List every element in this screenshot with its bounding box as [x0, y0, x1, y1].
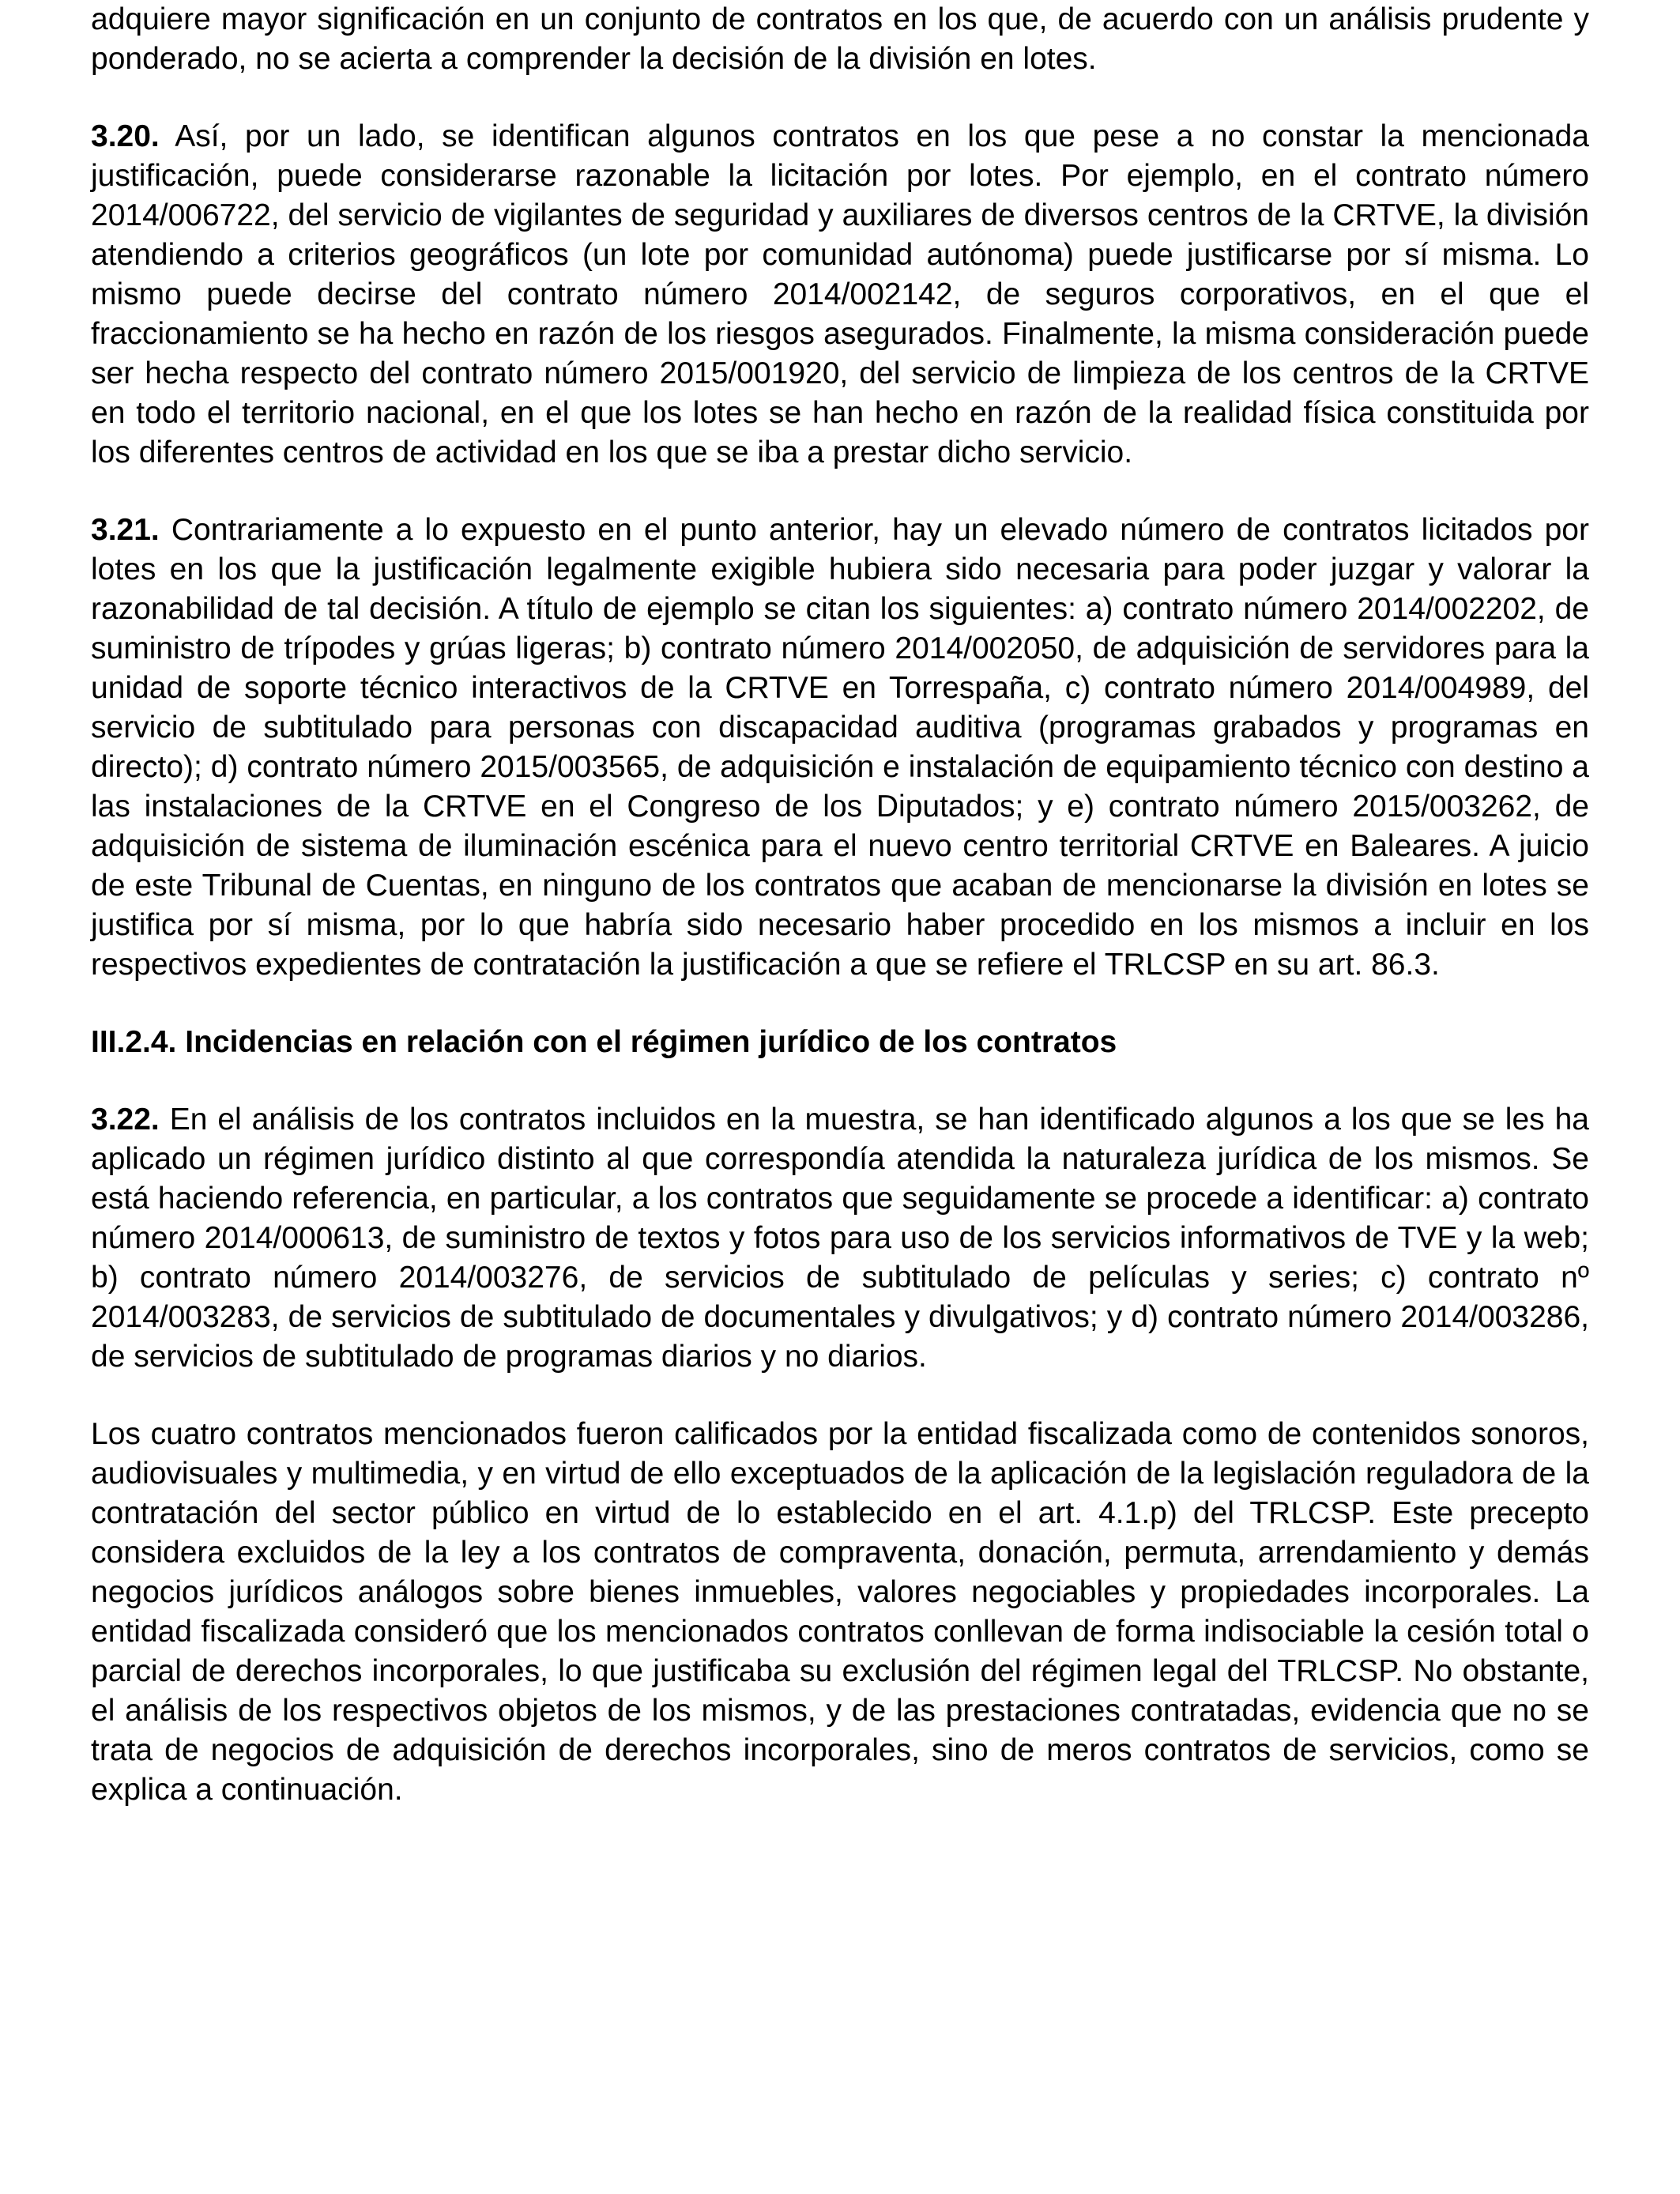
paragraph-gap [91, 1062, 1589, 1100]
paragraph-gap [91, 79, 1589, 117]
paragraph-text: Contrariamente a lo expuesto en el punto anterior, hay un elevado número de contratos licitados por lotes en los que la justificación legalmente exigible hubiera sido necesaria para poder juzgar y valorar la razonabilidad de tal decisión. A título de ejemplo se citan los siguientes: a) contrato número 2014/002202, de suministro de trípodes y grúas ligeras; b) contrato número 2014/002050, de adquisición de servidores para la unidad de soporte técnico interactivos de la CRTVE en Torrespaña, c) contrato número 2014/004989, del servicio de subtitulado para personas con discapacidad auditiva (programas grabados y programas en directo); d) contrato número 2015/003565, de adquisición e instalación de equipamiento técnico con destino a las instalaciones de la CRTVE en el Congreso de los Diputados; y e) contrato número 2015/003262, de adquisición de sistema de iluminación escénica para el nuevo centro territorial CRTVE en Baleares. A juicio de este Tribunal de Cuentas, en ninguno de los contratos que acaban de mencionarse la división en lotes se justifica por sí misma, por lo que habría sido necesario haber procedido en los mismos a incluir en los respectivos expedientes de contratación la justificación a que se refiere el TRLCSP en su art. 86.3. [91, 513, 1589, 982]
paragraph-number: 3.21. [91, 513, 160, 547]
paragraph-3-22 [91, 1100, 1589, 1377]
paragraph-text: Así, por un lado, se identifican algunos contratos en los que pese a no constar la mencionada justificación, puede considerarse razonable la licitación por lotes. Por ejemplo, en el contrato número 2014/006722, del servicio de vigilantes de seguridad y auxiliares de diversos centros de la CRTVE, la división atendiendo a criterios geográficos (un lote por comunidad autónoma) puede justificarse por sí misma. Lo mismo puede decirse del contrato número 2014/002142, de seguros corporativos, en el que el fraccionamiento se ha hecho en razón de los riesgos asegurados. Finalmente, la misma consideración puede ser hecha respecto del contrato número 2015/001920, del servicio de limpieza de los centros de la CRTVE en todo el territorio nacional, en el que los lotes se han hecho en razón de la realidad física constituida por los diferentes centros de actividad en los que se iba a prestar dicho servicio. [91, 119, 1589, 469]
paragraph-cuatro-contratos: Los cuatro contratos mencionados fueron calificados por la entidad fiscalizada como de contenidos sonoros, audiovisuales y multimedia, y en virtud de ello exceptuados de la aplicación de la legislación reguladora de la contratación del sector público en virtud de lo establecido en el art. 4.1.p) del TRLCSP. Este precepto considera excluidos de la ley a los contratos de compraventa, donación, permuta, arrendamiento y demás negocios jurídicos análogos sobre bienes inmuebles, valores negociables y propiedades incorporales. La entidad fiscalizada consideró que los mencionados contratos conllevan de forma indisociable la cesión total o parcial de derechos incorporales, lo que justificaba su exclusión del régimen legal del TRLCSP. No obstante, el análisis de los respectivos objetos de los mismos, y de las prestaciones contratadas, evidencia que no se trata de negocios de adquisición de derechos incorporales, sino de meros contratos de servicios, como se explica a continuación. [91, 1417, 1589, 1807]
document-page [91, 0, 1589, 1810]
paragraph-3-21 [91, 511, 1589, 985]
paragraph-number: 3.22. [91, 1103, 160, 1137]
paragraph-3-20 [91, 117, 1589, 473]
paragraph-text: En el análisis de los contratos incluidos en la muestra, se han identificado algunos a los que se les ha aplicado un régimen jurídico distinto al que correspondía atendida la naturaleza jurídica de los mismos. Se está haciendo referencia, en particular, a los contratos que seguidamente se procede a identificar: a) contrato número 2014/000613, de suministro de textos y fotos para uso de los servicios informativos de TVE y la web; b) contrato número 2014/003276, de servicios de subtitulado de películas y series; c) contrato nº 2014/003283, de servicios de subtitulado de documentales y divulgativos; y d) contrato número 2014/003286, de servicios de subtitulado de programas diarios y no diarios. [91, 1103, 1589, 1374]
paragraph-gap [91, 985, 1589, 1023]
paragraph-gap [91, 1377, 1589, 1415]
paragraph-gap [91, 473, 1589, 511]
paragraph-number: 3.20. [91, 119, 160, 153]
section-heading: III.2.4. Incidencias en relación con el régimen jurídico de los contratos [91, 1025, 1117, 1059]
paragraph-continuation: adquiere mayor significación en un conjunto de contratos en los que, de acuerdo con un análisis prudente y ponderado, no se acierta a comprender la decisión de la división en lotes. [91, 2, 1589, 76]
